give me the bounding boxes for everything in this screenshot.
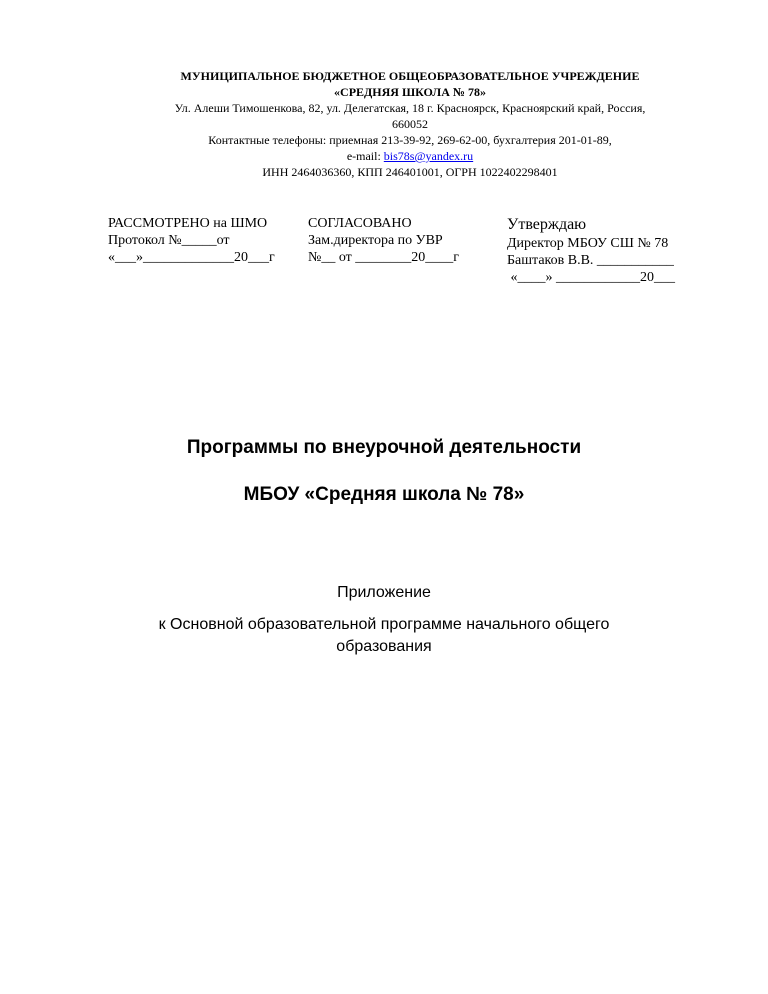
document-subtitle: МБОУ «Средняя школа № 78» bbox=[243, 484, 525, 505]
contact-phones: Контактные телефоны: приемная 213-39-92, 269-62-00, бухгалтерия 201-01-89, bbox=[208, 133, 612, 147]
appendix-description bbox=[0, 614, 768, 658]
agreed-block bbox=[308, 215, 459, 266]
considered-protocol: Протокол №_____от bbox=[108, 233, 230, 248]
considered-title: РАССМОТРЕНО на ШМО bbox=[108, 216, 268, 231]
address-line: Ул. Алеши Тимошенкова, 82, ул. Делегатская, 18 г. Красноярск, Красноярский край, Россия, bbox=[174, 101, 646, 115]
appendix-line: к Основной образовательной программе начального общего bbox=[158, 616, 610, 633]
registration-ids: ИНН 2464036360, КПП 246401001, ОГРН 1022402298401 bbox=[262, 165, 558, 179]
appendix-line-continued: образования bbox=[336, 638, 432, 655]
considered-block bbox=[108, 215, 275, 266]
appendix-label: Приложение bbox=[337, 584, 431, 601]
document-title: Программы по внеурочной деятельности bbox=[186, 437, 582, 458]
organization-name: МУНИЦИПАЛЬНОЕ БЮДЖЕТНОЕ ОБЩЕОБРАЗОВАТЕЛЬНОЕ УЧРЕЖДЕНИЕ bbox=[180, 69, 640, 83]
email-link[interactable]: bis78s@yandex.ru bbox=[383, 149, 474, 163]
approved-block bbox=[507, 215, 675, 286]
organization-header bbox=[90, 68, 730, 180]
approved-signature: Баштаков В.В. ___________ bbox=[507, 253, 674, 268]
considered-date: «___»_____________20___г bbox=[108, 250, 275, 265]
agreed-position: Зам.директора по УВР bbox=[308, 233, 443, 248]
agreed-title: СОГЛАСОВАНО bbox=[308, 216, 412, 231]
approved-title: Утверждаю bbox=[507, 216, 587, 233]
approved-date: «____» ____________20___ bbox=[507, 270, 675, 285]
email-label: e-mail: bbox=[346, 149, 384, 163]
agreed-date: №__ от ________20____г bbox=[308, 250, 460, 265]
postal-code: 660052 bbox=[392, 117, 428, 131]
approved-position: Директор МБОУ СШ № 78 bbox=[507, 236, 669, 251]
email-line bbox=[90, 148, 730, 164]
school-name: «СРЕДНЯЯ ШКОЛА № 78» bbox=[334, 85, 486, 99]
